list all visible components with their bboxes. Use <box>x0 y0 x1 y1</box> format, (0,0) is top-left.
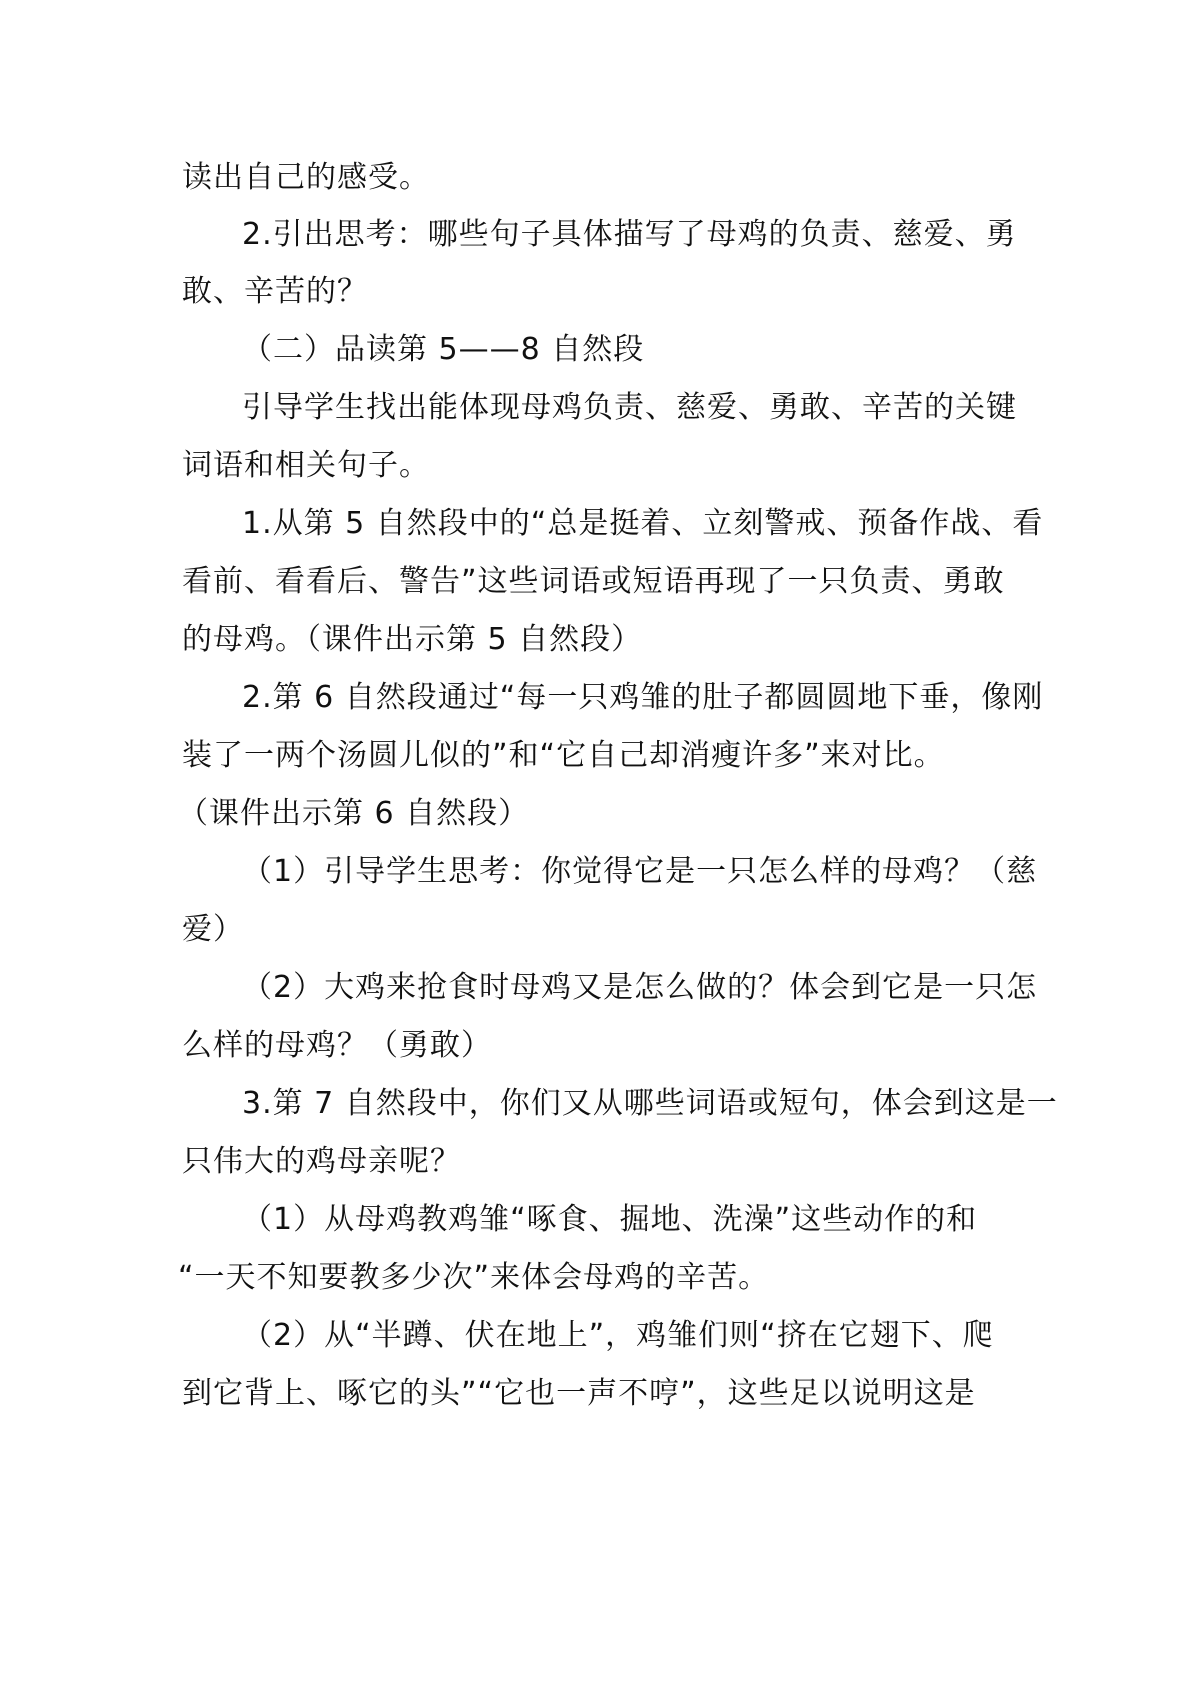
text-line: 到它背上、啄它的头”“它也一声不哼”，这些足以说明这是 <box>182 1376 976 1411</box>
text-line: （2）从“半蹲、伏在地上”，鸡雏们则“挤在它翅下、爬 <box>242 1318 994 1353</box>
section-heading: （二）品读第 5——8 自然段 <box>242 332 645 367</box>
text-line: 看前、看看后、警告”这些词语或短语再现了一只负责、勇敢 <box>182 564 1005 599</box>
text-line: 2.第 6 自然段通过“每一只鸡雏的肚子都圆圆地下垂，像刚 <box>242 680 1044 715</box>
text-line: 词语和相关句子。 <box>182 448 430 483</box>
text-line: 引导学生找出能体现母鸡负责、慈爱、勇敢、辛苦的关键 <box>242 390 1017 425</box>
text-line: 读出自己的感受。 <box>182 160 430 195</box>
text-line: （2）大鸡来抢食时母鸡又是怎么做的？体会到它是一只怎 <box>242 970 1038 1005</box>
text-line: 么样的母鸡？（勇敢） <box>182 1028 492 1063</box>
text-line: （课件出示第 6 自然段） <box>178 796 530 831</box>
text-line: 1.从第 5 自然段中的“总是挺着、立刻警戒、预备作战、看 <box>242 506 1044 541</box>
text-line: 爱） <box>182 912 244 947</box>
text-line: 2.引出思考：哪些句子具体描写了母鸡的负责、慈爱、勇 <box>242 217 1017 252</box>
text-line: 3.第 7 自然段中，你们又从哪些词语或短句，体会到这是一 <box>242 1086 1058 1121</box>
text-line: 装了一两个汤圆儿似的”和“它自己却消瘦许多”来对比。 <box>182 738 945 773</box>
text-line: “一天不知要教多少次”来体会母鸡的辛苦。 <box>178 1260 770 1295</box>
text-line: 只伟大的鸡母亲呢？ <box>182 1144 461 1179</box>
text-line: （1）引导学生思考：你觉得它是一只怎么样的母鸡？（慈 <box>242 854 1038 889</box>
text-line: 敢、辛苦的？ <box>182 274 368 309</box>
text-line: （1）从母鸡教鸡雏“啄食、掘地、洗澡”这些动作的和 <box>242 1202 978 1237</box>
text-line: 的母鸡。（课件出示第 5 自然段） <box>182 622 643 657</box>
